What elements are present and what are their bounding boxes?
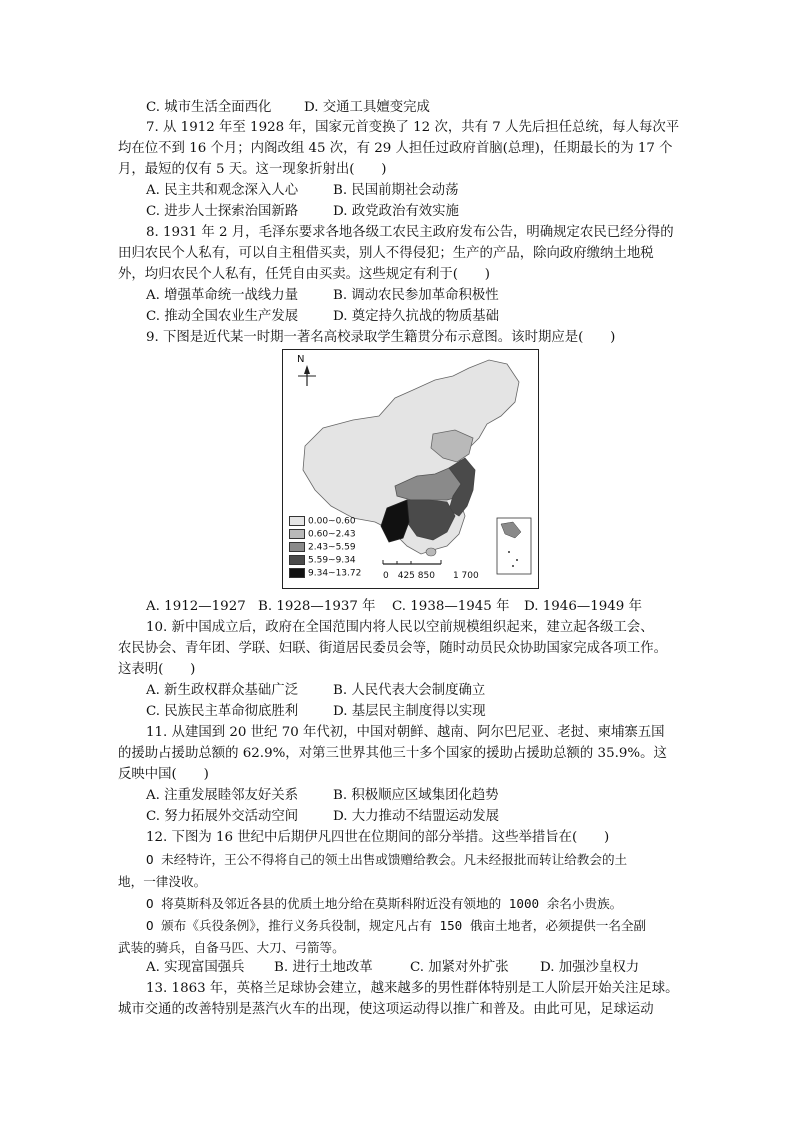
- q7-option-c: C. 进步人士探索治国新路: [146, 204, 299, 219]
- q10-stem-line-1: 10. 新中国成立后，政府在全国范围内将人民以空前规模组织起来，建立起各级工会、: [146, 620, 654, 635]
- q10-stem-line-2: 农民协会、青年团、学联、妇联、街道居民委员会等，随时动员民众协助国家完成各项工作。: [118, 641, 668, 656]
- q11-stem-line-2: 的援助占援助总额的 62.9%，对第三世界其他三十多个国家的援助占援助总额的 35.9%。这: [118, 746, 667, 761]
- q6-option-d: D. 交通工具嬗变完成: [304, 100, 430, 115]
- q13-stem-line-2: 城市交通的改善特别是蒸汽火车的出现，使这项运动得以推广和普及。由此可见，足球运动: [118, 1002, 654, 1017]
- q12-option-d: D. 加强沙皇权力: [540, 960, 640, 975]
- north-arrow-icon: [298, 365, 316, 386]
- q7-option-b: B. 民国前期社会动荡: [333, 183, 459, 198]
- q7-stem-line-3: 月，最短的仅有 5 天。这一现象折射出( ): [118, 162, 387, 177]
- north-arrow-label: N: [297, 354, 305, 365]
- q8-option-a: A. 增强革命统一战线力量: [146, 288, 299, 303]
- legend-item-1: [289, 516, 356, 528]
- q11-stem-line-3: 反映中国( ): [118, 767, 209, 782]
- q7-option-a: A. 民主共和观念深入人心: [146, 183, 299, 198]
- q7-option-d: D. 政党政治有效实施: [333, 204, 459, 219]
- q9-stem: 9. 下图是近代某一时期一著名高校录取学生籍贯分布示意图。该时期应是( ): [146, 330, 616, 345]
- q9-option-d: D. 1946—1949 年: [524, 599, 642, 614]
- q10-stem-line-3: 这表明( ): [118, 662, 196, 677]
- q12-stem: 12. 下图为 16 世纪中后期伊凡四世在位期间的部分举措。这些举措旨在( ): [146, 830, 610, 845]
- q12-quote-line-4: O 颁布《兵役条例》，推行义务兵役制，规定凡占有 150 俄亩土地者，必须提供一名全副: [146, 918, 647, 933]
- q9-option-b: B. 1928—1937 年: [258, 599, 376, 614]
- q9-option-a: A. 1912—1927: [146, 599, 246, 614]
- legend-label-3: 2.43~5.59: [308, 542, 356, 553]
- q10-option-c: C. 民族民主革命彻底胜利: [146, 704, 299, 719]
- q8-stem-line-1: 8. 1931 年 2 月，毛泽东要求各地各级工农民主政府发布公告，明确规定农民已经分得的: [146, 225, 674, 240]
- legend-item-2: [289, 529, 356, 541]
- q10-option-a: A. 新生政权群众基础广泛: [146, 683, 299, 698]
- q8-option-d: D. 奠定持久抗战的物质基础: [333, 309, 500, 324]
- q8-stem-line-2: 田归农民个人私有，可以自主租借买卖，别人不得侵犯；生产的产品，除向政府缴纳土地税: [118, 246, 654, 261]
- legend-swatch-2: [289, 529, 305, 539]
- q8-stem-line-3: 外，均归农民个人私有，任凭自由买卖。这些规定有利于( ): [118, 267, 490, 282]
- legend-swatch-4: [289, 555, 305, 565]
- q12-quote-line-3: O 将莫斯科及邻近各县的优质土地分给在莫斯科附近没有领地的 1000 余名小贵族。: [146, 896, 623, 911]
- legend-label-5: 9.34~13.72: [308, 568, 362, 579]
- legend-item-3: [289, 542, 356, 554]
- legend-swatch-3: [289, 542, 305, 552]
- legend-swatch-5: [289, 568, 305, 578]
- enrollment-distribution-map: [282, 349, 539, 589]
- scale-label: 0 425 850 1 700: [383, 571, 479, 581]
- q9-option-c: C. 1938—1945 年: [392, 599, 510, 614]
- legend-swatch-1: [289, 516, 305, 526]
- q12-quote-line-2: 地，一律没收。: [118, 874, 207, 889]
- legend-label-4: 5.59~9.34: [308, 555, 356, 566]
- q11-stem-line-1: 11. 从建国到 20 世纪 70 年代初，中国对朝鲜、越南、阿尔巴尼亚、老挝、柬埔寨五国: [146, 725, 665, 740]
- q10-option-b: B. 人民代表大会制度确立: [333, 683, 486, 698]
- q7-stem-line-1: 7. 从 1912 年至 1928 年，国家元首变换了 12 次，共有 7 人先后担任总统，每人每次平: [146, 120, 680, 135]
- q6-option-c: C. 城市生活全面西化: [146, 100, 272, 115]
- q13-stem-line-1: 13. 1863 年，英格兰足球协会建立，越来越多的男性群体特别是工人阶层开始关注足球。: [146, 981, 679, 996]
- q8-option-c: C. 推动全国农业生产发展: [146, 309, 299, 324]
- legend-label-2: 0.60~2.43: [308, 529, 356, 540]
- q12-option-a: A. 实现富国强兵: [146, 960, 245, 975]
- q11-option-d: D. 大力推动不结盟运动发展: [333, 809, 500, 824]
- q11-option-b: B. 积极顺应区域集团化趋势: [333, 788, 499, 803]
- q7-stem-line-2: 均在位不到 16 个月；内阁改组 45 次，有 29 人担任过政府首脑(总理)，任期最长的为 17 个: [118, 141, 673, 156]
- q12-option-b: B. 进行土地改革: [274, 960, 373, 975]
- q11-option-c: C. 努力拓展外交活动空间: [146, 809, 299, 824]
- legend-item-4: [289, 555, 356, 567]
- scale-bar-icon: [383, 560, 441, 564]
- q12-option-c: C. 加紧对外扩张: [410, 960, 509, 975]
- q11-option-a: A. 注重发展睦邻友好关系: [146, 788, 299, 803]
- map-region-island: [426, 548, 436, 556]
- legend-item-5: [289, 568, 361, 580]
- q10-option-d: D. 基层民主制度得以实现: [333, 704, 486, 719]
- legend-label-1: 0.00~0.60: [308, 516, 356, 527]
- q8-option-b: B. 调动农民参加革命积极性: [333, 288, 499, 303]
- q12-quote-line-1: O 未经特许，王公不得将自己的领土出售或馈赠给教会。凡未经报批而转让给教会的土: [146, 852, 628, 867]
- q12-quote-line-5: 武装的骑兵，自备马匹、大刀、弓箭等。: [118, 940, 345, 955]
